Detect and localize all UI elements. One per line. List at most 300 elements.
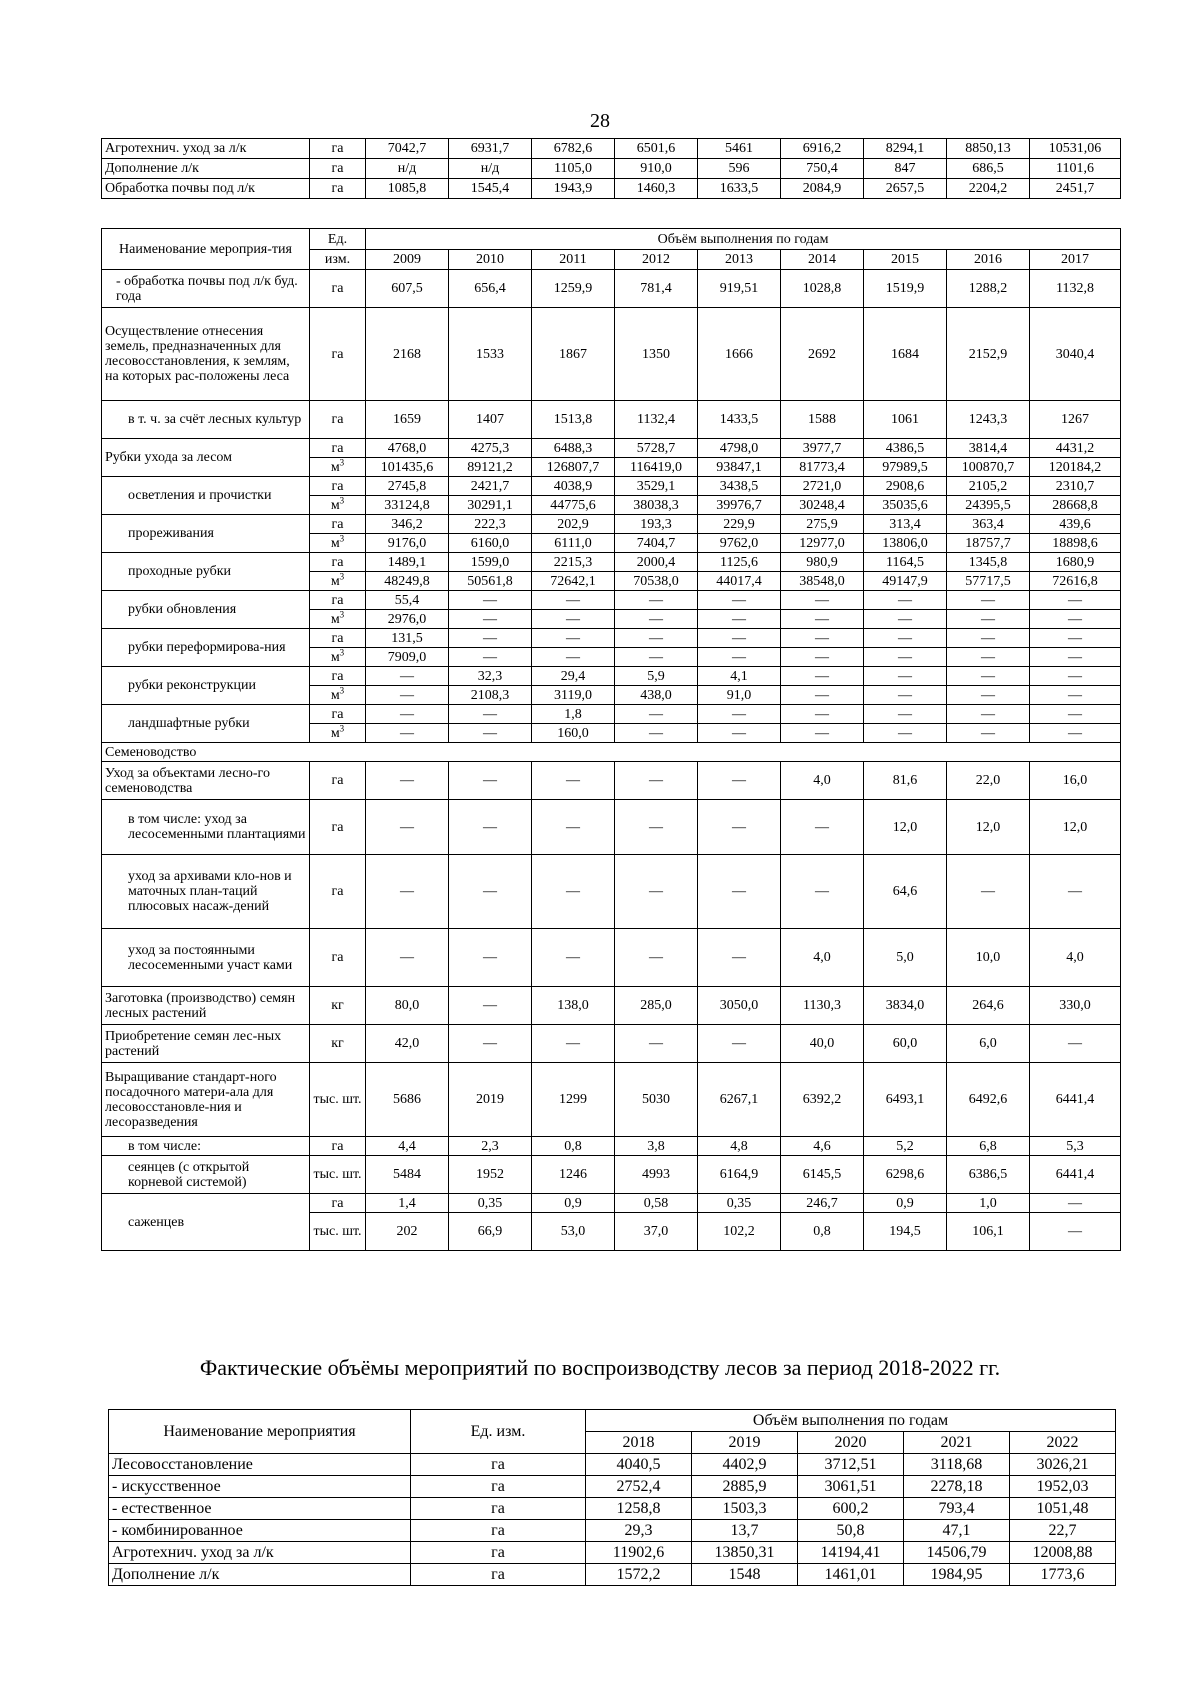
cell-value: 101435,6 [366, 458, 449, 477]
row-unit: тыс. шт. [310, 1156, 366, 1194]
row-unit: кг [310, 1025, 366, 1063]
cell-value: 3712,51 [798, 1454, 904, 1476]
cell-value: — [864, 648, 947, 667]
cell-value: 97989,5 [864, 458, 947, 477]
row-name: прореживания [102, 515, 310, 553]
cell-value: 2908,6 [864, 477, 947, 496]
cell-value: — [698, 800, 781, 855]
cell-value: 6441,4 [1030, 1063, 1121, 1137]
cell-value: 72642,1 [532, 572, 615, 591]
cell-value: 1259,9 [532, 270, 615, 308]
cell-value: — [698, 610, 781, 629]
row-unit: га [310, 477, 366, 496]
row-unit [310, 648, 366, 667]
cell-value: 1548 [692, 1564, 798, 1586]
cell-value: 4402,9 [692, 1454, 798, 1476]
cell-value: 4768,0 [366, 439, 449, 458]
cell-value: 4798,0 [698, 439, 781, 458]
cell-value: 6392,2 [781, 1063, 864, 1137]
table-row [102, 800, 1121, 855]
table-row [102, 1025, 1121, 1063]
cell-value: 10531,06 [1030, 139, 1121, 159]
cell-value: 0,35 [698, 1194, 781, 1213]
unit-superscript: 3 [339, 609, 345, 619]
table-row [102, 987, 1121, 1025]
cell-value: — [532, 629, 615, 648]
cell-value: 120184,2 [1030, 458, 1121, 477]
cell-value: — [864, 686, 947, 705]
row-unit [310, 458, 366, 477]
cell-value: — [615, 855, 698, 929]
cell-value: 346,2 [366, 515, 449, 534]
cell-value: 1684 [864, 308, 947, 401]
cell-value: — [1030, 724, 1121, 743]
cell-value: 596 [698, 159, 781, 179]
cell-value: — [698, 591, 781, 610]
cell-value: 2084,9 [781, 179, 864, 199]
row-name: - комбинированное [109, 1520, 411, 1542]
cell-value: 13,7 [692, 1520, 798, 1542]
cell-value: — [864, 610, 947, 629]
unit-text: м [330, 459, 340, 475]
cell-value: 7909,0 [366, 648, 449, 667]
row-name: Заготовка (производство) семян лесных растений [102, 987, 310, 1025]
cell-value: — [781, 648, 864, 667]
row-unit: тыс. шт. [310, 1063, 366, 1137]
row-unit: га [310, 762, 366, 800]
row-unit: га [310, 159, 366, 179]
cell-value: 14194,41 [798, 1542, 904, 1564]
cell-value: 4,4 [366, 1137, 449, 1156]
cell-value: 793,4 [904, 1498, 1010, 1520]
row-unit: кг [310, 987, 366, 1025]
cell-value: 6488,3 [532, 439, 615, 458]
header-year: 2020 [798, 1432, 904, 1454]
table-row [102, 705, 1121, 724]
cell-value: — [1030, 705, 1121, 724]
cell-value: — [864, 667, 947, 686]
cell-value: 275,9 [781, 515, 864, 534]
row-name: уход за постоянными лесосеменными участ ками [102, 929, 310, 987]
cell-value: 126807,7 [532, 458, 615, 477]
row-name: ландшафтные рубки [102, 705, 310, 743]
cell-value: 3834,0 [864, 987, 947, 1025]
cell-value: 4,0 [781, 762, 864, 800]
cell-value: — [615, 800, 698, 855]
cell-value: — [698, 1025, 781, 1063]
cell-value: — [947, 629, 1030, 648]
cell-value: 66,9 [449, 1213, 532, 1251]
cell-value: 2,3 [449, 1137, 532, 1156]
cell-value: 2000,4 [615, 553, 698, 572]
cell-value: н/д [449, 159, 532, 179]
cell-value: 2421,7 [449, 477, 532, 496]
cell-value: 1572,2 [586, 1564, 692, 1586]
cell-value: — [864, 629, 947, 648]
cell-value: — [615, 705, 698, 724]
row-unit: га [310, 705, 366, 724]
cell-value: — [781, 667, 864, 686]
cell-value: 12008,88 [1010, 1542, 1116, 1564]
row-unit: га [310, 629, 366, 648]
row-unit: га [310, 855, 366, 929]
cell-value: 1773,6 [1010, 1564, 1116, 1586]
cell-value: 6,0 [947, 1025, 1030, 1063]
cell-value: 1460,3 [615, 179, 698, 199]
cell-value: 686,5 [947, 159, 1030, 179]
cell-value: 0,8 [781, 1213, 864, 1251]
table-row [102, 629, 1121, 648]
table-row [102, 667, 1121, 686]
section-title-2018-2022: Фактические объёмы мероприятий по воспроизводству лесов за период 2018-2022 гг. [199, 1355, 1001, 1380]
cell-value: 4386,5 [864, 439, 947, 458]
cell-value: 14506,79 [904, 1542, 1010, 1564]
cell-value: 1461,01 [798, 1564, 904, 1586]
cell-value: 330,0 [1030, 987, 1121, 1025]
cell-value: 1943,9 [532, 179, 615, 199]
cell-value: 656,4 [449, 270, 532, 308]
cell-value: — [532, 610, 615, 629]
table-row [109, 1454, 1116, 1476]
cell-value: 2310,7 [1030, 477, 1121, 496]
cell-value: 4,1 [698, 667, 781, 686]
cell-value: — [698, 855, 781, 929]
table-row [102, 855, 1121, 929]
cell-value: 0,9 [532, 1194, 615, 1213]
row-unit [310, 534, 366, 553]
row-name: Выращивание стандарт-ного посадочного матери-ала для лесовосстановле-ния и лесоразведения [102, 1063, 310, 1137]
cell-value: 6441,4 [1030, 1156, 1121, 1194]
cell-value: 24395,5 [947, 496, 1030, 515]
cell-value: 1952 [449, 1156, 532, 1194]
cell-value: 80,0 [366, 987, 449, 1025]
cell-value: 5,3 [1030, 1137, 1121, 1156]
row-name: Рубки ухода за лесом [102, 439, 310, 477]
table-row [102, 308, 1121, 401]
cell-value: 1,0 [947, 1194, 1030, 1213]
row-name: Осуществление отнесения земель, предназначенных для лесовосстановления, к землям, на которых рас-положены леса [102, 308, 310, 401]
cell-value: 1513,8 [532, 401, 615, 439]
cell-value: — [947, 686, 1030, 705]
row-unit [310, 496, 366, 515]
cell-value: 4275,3 [449, 439, 532, 458]
cell-value: — [1030, 1194, 1121, 1213]
cell-value: — [615, 762, 698, 800]
cell-value: 8294,1 [864, 139, 947, 159]
cell-value: — [366, 667, 449, 686]
cell-value: — [615, 629, 698, 648]
cell-value: н/д [366, 159, 449, 179]
row-unit: га [310, 139, 366, 159]
cell-value: — [947, 705, 1030, 724]
cell-value: — [781, 610, 864, 629]
cell-value: 1545,4 [449, 179, 532, 199]
cell-value: 3814,4 [947, 439, 1030, 458]
cell-value: 3040,4 [1030, 308, 1121, 401]
cell-value: — [864, 591, 947, 610]
table-row [102, 1063, 1121, 1137]
cell-value: — [366, 686, 449, 705]
cell-value: — [449, 724, 532, 743]
cell-value: 6267,1 [698, 1063, 781, 1137]
table-row [109, 1564, 1116, 1586]
cell-value: 910,0 [615, 159, 698, 179]
cell-value: 781,4 [615, 270, 698, 308]
row-unit [310, 686, 366, 705]
row-name: Дополнение л/к [109, 1564, 411, 1586]
cell-value: 1028,8 [781, 270, 864, 308]
header-year: 2012 [615, 250, 698, 270]
cell-value: 0,9 [864, 1194, 947, 1213]
cell-value: 10,0 [947, 929, 1030, 987]
cell-value: 6386,5 [947, 1156, 1030, 1194]
cell-value: 2745,8 [366, 477, 449, 496]
cell-value: — [615, 1025, 698, 1063]
table-row [102, 139, 1121, 159]
cell-value: 5,9 [615, 667, 698, 686]
cell-value: 202,9 [532, 515, 615, 534]
cell-value: 847 [864, 159, 947, 179]
cell-value: — [781, 591, 864, 610]
cell-value: 439,6 [1030, 515, 1121, 534]
cell-value: — [449, 855, 532, 929]
cell-value: 1633,5 [698, 179, 781, 199]
row-unit: га [310, 439, 366, 458]
cell-value: 47,1 [904, 1520, 1010, 1542]
cell-value: 1489,1 [366, 553, 449, 572]
unit-text: м [330, 649, 340, 665]
cell-value: 49147,9 [864, 572, 947, 591]
cell-value: 5,0 [864, 929, 947, 987]
unit-superscript: 3 [339, 723, 345, 733]
table-row [102, 515, 1121, 534]
cell-value: 6,8 [947, 1137, 1030, 1156]
cell-value: 30291,1 [449, 496, 532, 515]
row-unit [310, 724, 366, 743]
cell-value: 55,4 [366, 591, 449, 610]
cell-value: 30248,4 [781, 496, 864, 515]
cell-value: 22,7 [1010, 1520, 1116, 1542]
cell-value: — [449, 648, 532, 667]
cell-value: 2692 [781, 308, 864, 401]
cell-value: 980,9 [781, 553, 864, 572]
cell-value: 3529,1 [615, 477, 698, 496]
unit-text: м [330, 573, 340, 589]
cell-value: 1867 [532, 308, 615, 401]
cell-value: 106,1 [947, 1213, 1030, 1251]
cell-value: 1243,3 [947, 401, 1030, 439]
cell-value: 50,8 [798, 1520, 904, 1542]
cell-value: 42,0 [366, 1025, 449, 1063]
table-measures-2018-2022 [108, 1409, 1116, 1586]
cell-value: — [947, 855, 1030, 929]
header-name: Наименование мероприятия [109, 1410, 411, 1454]
cell-value: 1061 [864, 401, 947, 439]
header-year: 2021 [904, 1432, 1010, 1454]
row-name: Приобретение семян лес-ных растений [102, 1025, 310, 1063]
cell-value: — [864, 705, 947, 724]
row-name: - обработка почвы под л/к буд. года [102, 270, 310, 308]
cell-value: 44775,6 [532, 496, 615, 515]
cell-value: 131,5 [366, 629, 449, 648]
cell-value: 3438,5 [698, 477, 781, 496]
cell-value: 2204,2 [947, 179, 1030, 199]
cell-value: — [449, 987, 532, 1025]
cell-value: 1519,9 [864, 270, 947, 308]
unit-text: м [330, 535, 340, 551]
cell-value: 222,3 [449, 515, 532, 534]
row-unit: га [310, 929, 366, 987]
cell-value: — [947, 667, 1030, 686]
row-unit: га [310, 1194, 366, 1213]
table-row [102, 743, 1121, 762]
header-unit-top: Ед. [310, 229, 366, 250]
row-name: в т. ч. за счёт лесных культур [102, 401, 310, 439]
cell-value: 38038,3 [615, 496, 698, 515]
cell-value: 246,7 [781, 1194, 864, 1213]
cell-value: 7042,7 [366, 139, 449, 159]
row-name: в том числе: [102, 1137, 310, 1156]
cell-value: — [947, 724, 1030, 743]
cell-value: 3026,21 [1010, 1454, 1116, 1476]
header-unit: Ед. изм. [411, 1410, 586, 1454]
cell-value: 1299 [532, 1063, 615, 1137]
cell-value: 72616,8 [1030, 572, 1121, 591]
cell-value: 12,0 [1030, 800, 1121, 855]
table-row [109, 1520, 1116, 1542]
header-year: 2015 [864, 250, 947, 270]
cell-value: — [947, 591, 1030, 610]
section-heading: Семеноводство [102, 743, 1121, 762]
cell-value: 64,6 [864, 855, 947, 929]
cell-value: — [532, 1025, 615, 1063]
cell-value: 6164,9 [698, 1156, 781, 1194]
row-unit: га [310, 1137, 366, 1156]
cell-value: — [781, 629, 864, 648]
cell-value: 229,9 [698, 515, 781, 534]
cell-value: 1407 [449, 401, 532, 439]
cell-value: 2105,2 [947, 477, 1030, 496]
cell-value: — [366, 929, 449, 987]
row-name: Дополнение л/к [102, 159, 310, 179]
page-number: 28 [590, 110, 610, 132]
cell-value: 39976,7 [698, 496, 781, 515]
cell-value: — [1030, 591, 1121, 610]
table-row [102, 159, 1121, 179]
unit-text: м [330, 725, 340, 741]
table-row [109, 1542, 1116, 1564]
cell-value: 1599,0 [449, 553, 532, 572]
table-row [102, 929, 1121, 987]
cell-value: 1,8 [532, 705, 615, 724]
cell-value: — [1030, 1213, 1121, 1251]
cell-value: — [1030, 648, 1121, 667]
header-year: 2010 [449, 250, 532, 270]
cell-value: 1164,5 [864, 553, 947, 572]
cell-value: 12977,0 [781, 534, 864, 553]
row-name: проходные рубки [102, 553, 310, 591]
cell-value: 11902,6 [586, 1542, 692, 1564]
cell-value: — [615, 724, 698, 743]
cell-value: 18757,7 [947, 534, 1030, 553]
cell-value: 50561,8 [449, 572, 532, 591]
cell-value: 60,0 [864, 1025, 947, 1063]
cell-value: — [449, 610, 532, 629]
unit-superscript: 3 [339, 647, 345, 657]
row-unit: га [310, 401, 366, 439]
row-name: Агротехнич. уход за л/к [109, 1542, 411, 1564]
cell-value: 0,8 [532, 1137, 615, 1156]
cell-value: 8850,13 [947, 139, 1030, 159]
cell-value: 4,8 [698, 1137, 781, 1156]
cell-value: 1105,0 [532, 159, 615, 179]
cell-value: 1288,2 [947, 270, 1030, 308]
row-unit: га [411, 1564, 586, 1586]
row-name: осветления и прочистки [102, 477, 310, 515]
row-name: рубки обновления [102, 591, 310, 629]
table-row [102, 477, 1121, 496]
row-unit: га [411, 1520, 586, 1542]
cell-value: 7404,7 [615, 534, 698, 553]
cell-value: 29,4 [532, 667, 615, 686]
cell-value: — [1030, 1025, 1121, 1063]
cell-value: 70538,0 [615, 572, 698, 591]
cell-value: — [449, 1025, 532, 1063]
row-unit: га [411, 1476, 586, 1498]
cell-value: — [864, 724, 947, 743]
cell-value: — [1030, 855, 1121, 929]
cell-value: 53,0 [532, 1213, 615, 1251]
table-row [102, 439, 1121, 458]
table-measures-2009-2017 [101, 228, 1121, 1251]
header-span-title: Объём выполнения по годам [366, 229, 1121, 250]
cell-value: 81,6 [864, 762, 947, 800]
cell-value: — [698, 929, 781, 987]
cell-value: 1952,03 [1010, 1476, 1116, 1498]
unit-superscript: 3 [339, 571, 345, 581]
table-row [102, 762, 1121, 800]
unit-superscript: 3 [339, 495, 345, 505]
cell-value: 5484 [366, 1156, 449, 1194]
cell-value: 2168 [366, 308, 449, 401]
cell-value: 3,8 [615, 1137, 698, 1156]
cell-value: 4993 [615, 1156, 698, 1194]
cell-value: 600,2 [798, 1498, 904, 1520]
cell-value: 4,0 [781, 929, 864, 987]
cell-value: 2152,9 [947, 308, 1030, 401]
table-row [102, 553, 1121, 572]
cell-value: — [449, 591, 532, 610]
cell-value: — [449, 629, 532, 648]
row-unit: га [310, 553, 366, 572]
header-year: 2022 [1010, 1432, 1116, 1454]
row-unit [310, 572, 366, 591]
cell-value: 2752,4 [586, 1476, 692, 1498]
cell-value: 35035,6 [864, 496, 947, 515]
cell-value: 48249,8 [366, 572, 449, 591]
cell-value: 1,4 [366, 1194, 449, 1213]
cell-value: 1533 [449, 308, 532, 401]
cell-value: 1246 [532, 1156, 615, 1194]
row-unit: га [411, 1454, 586, 1476]
header-year: 2009 [366, 250, 449, 270]
cell-value: — [1030, 629, 1121, 648]
cell-value: 12,0 [864, 800, 947, 855]
cell-value: — [366, 762, 449, 800]
cell-value: 2215,3 [532, 553, 615, 572]
cell-value: — [366, 724, 449, 743]
cell-value: — [366, 800, 449, 855]
